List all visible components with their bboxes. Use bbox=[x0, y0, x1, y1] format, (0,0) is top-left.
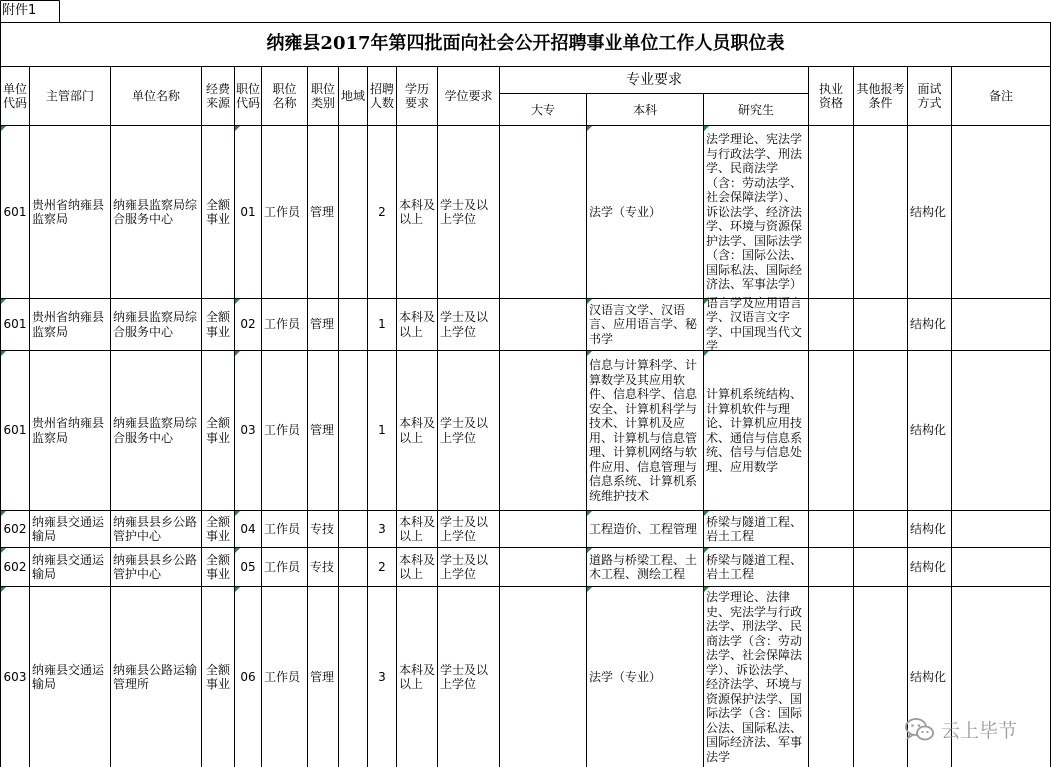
cell-benke: 法学（专业） bbox=[589, 204, 662, 219]
cell-dazhuan bbox=[500, 511, 586, 547]
header-interview: 面试方式 bbox=[917, 82, 942, 110]
cell-funding: 全额事业 bbox=[205, 197, 230, 226]
cell-unit-code: 601 bbox=[3, 317, 27, 332]
cell-license bbox=[809, 587, 853, 767]
cell-region bbox=[339, 548, 367, 586]
cell-remark bbox=[952, 351, 1050, 510]
cell-pos-name: 工作员 bbox=[264, 559, 301, 574]
cell-region bbox=[339, 351, 367, 510]
cell-unit-code: 602 bbox=[3, 559, 27, 574]
cell-remark bbox=[952, 126, 1050, 298]
header-region: 地域 bbox=[340, 89, 365, 103]
cell-edu: 本科及以上 bbox=[399, 310, 436, 339]
cell-marker bbox=[587, 351, 592, 356]
header-pos-name: 职位名称 bbox=[272, 82, 297, 110]
wechat-icon bbox=[905, 717, 935, 743]
cell-marker bbox=[704, 299, 709, 304]
cell-count: 3 bbox=[378, 521, 386, 536]
cell-other bbox=[854, 587, 907, 767]
cell-remark bbox=[952, 511, 1050, 547]
header-major: 专业要求 bbox=[626, 71, 682, 88]
cell-marker bbox=[704, 548, 709, 553]
cell-pos-name: 工作员 bbox=[264, 521, 301, 536]
cell-unit-name: 纳雍县县乡公路管护中心 bbox=[113, 552, 198, 581]
cell-other bbox=[854, 126, 907, 298]
cell-funding: 全额事业 bbox=[205, 310, 230, 339]
header-remark: 备注 bbox=[988, 89, 1013, 103]
header-funding: 经费来源 bbox=[205, 82, 230, 110]
cell-dazhuan bbox=[500, 587, 586, 767]
watermark-text: 云上毕节 bbox=[940, 720, 1017, 742]
cell-pos-type: 管理 bbox=[310, 204, 335, 219]
cell-count: 2 bbox=[378, 204, 386, 219]
cell-marker bbox=[587, 548, 592, 553]
cell-funding: 全额事业 bbox=[205, 662, 230, 691]
cell-marker bbox=[1, 351, 6, 356]
cell-yjs: 法学理论、法律史、宪法学与行政法学、刑法学、民商法学（含：劳动法学、社会保障法学）、诉讼法学、经济法学、环境与资源保护法学、国际法学（含：国际公法、国际私法、国际经济法、军事法学 bbox=[706, 590, 803, 764]
cell-interview: 结构化 bbox=[910, 669, 947, 684]
cell-unit-code: 601 bbox=[3, 204, 27, 219]
cell-dazhuan bbox=[500, 126, 586, 298]
cell-pos-name: 工作员 bbox=[264, 423, 301, 438]
cell-pos-type: 专技 bbox=[310, 559, 335, 574]
cell-dept: 纳雍县交通运输局 bbox=[32, 552, 105, 581]
cell-degree: 学士及以上学位 bbox=[440, 197, 489, 226]
header-unit-name: 单位名称 bbox=[131, 89, 180, 103]
cell-unit-code: 601 bbox=[3, 423, 27, 438]
cell-region bbox=[339, 511, 367, 547]
header-pos-type: 职位类别 bbox=[310, 82, 335, 110]
cell-license bbox=[809, 511, 853, 547]
cell-edu: 本科及以上 bbox=[399, 514, 436, 543]
cell-marker bbox=[704, 126, 709, 131]
cell-count: 1 bbox=[378, 317, 386, 332]
header-pos-code: 职位代码 bbox=[235, 82, 260, 110]
cell-marker bbox=[587, 511, 592, 516]
header-unit-code: 单位代码 bbox=[2, 82, 27, 110]
cell-pos-code: 03 bbox=[240, 423, 256, 438]
cell-degree: 学士及以上学位 bbox=[440, 416, 489, 445]
cell-yjs: 桥梁与隧道工程、岩土工程 bbox=[706, 514, 803, 543]
annex-label: 附件1 bbox=[2, 3, 37, 19]
cell-other bbox=[854, 351, 907, 510]
cell-dept: 贵州省纳雍县监察局 bbox=[32, 310, 105, 339]
cell-unit-name: 纳雍县监察局综合服务中心 bbox=[113, 310, 198, 339]
cell-pos-code: 01 bbox=[240, 204, 256, 219]
cell-dept: 贵州省纳雍县监察局 bbox=[32, 197, 105, 226]
cell-dazhuan bbox=[500, 548, 586, 586]
cell-interview: 结构化 bbox=[910, 317, 947, 332]
cell-marker bbox=[704, 511, 709, 516]
cell-marker bbox=[704, 351, 709, 356]
cell-benke: 汉语言文学、汉语言、应用语言学、秘书学 bbox=[589, 302, 698, 346]
cell-unit-name: 纳雍县监察局综合服务中心 bbox=[113, 197, 198, 226]
cell-pos-type: 管理 bbox=[310, 423, 335, 438]
header-yjs: 研究生 bbox=[737, 102, 774, 117]
cell-dept: 纳雍县交通运输局 bbox=[32, 662, 105, 691]
watermark bbox=[905, 716, 1017, 743]
cell-license bbox=[809, 548, 853, 586]
header-edu: 学历要求 bbox=[404, 82, 429, 110]
cell-remark bbox=[952, 299, 1050, 350]
cell-marker bbox=[587, 587, 592, 592]
cell-unit-name: 纳雍县县乡公路管护中心 bbox=[113, 514, 198, 543]
cell-interview: 结构化 bbox=[910, 204, 947, 219]
cell-marker bbox=[1, 299, 6, 304]
cell-pos-code: 05 bbox=[240, 559, 256, 574]
header-count: 招聘人数 bbox=[369, 82, 394, 110]
cell-dept: 贵州省纳雍县监察局 bbox=[32, 416, 105, 445]
cell-marker bbox=[235, 351, 240, 356]
cell-marker bbox=[1, 548, 6, 553]
cell-edu: 本科及以上 bbox=[399, 662, 436, 691]
cell-benke: 工程造价、工程管理 bbox=[589, 521, 698, 536]
cell-unit-name: 纳雍县监察局综合服务中心 bbox=[113, 416, 198, 445]
cell-yjs: 计算机系统结构、计算机软件与理论、计算机应用技术、通信与信息系统、信号与信息处理、应用数学 bbox=[706, 387, 803, 474]
cell-count: 1 bbox=[378, 423, 386, 438]
header-benke: 本科 bbox=[632, 102, 657, 117]
cell-degree: 学士及以上学位 bbox=[440, 662, 489, 691]
cell-yjs: 法学理论、宪法学与行政法学、刑法学、民商法学（含：劳动法学、社会保障法学）、诉讼法学、经济法学、环境与资源保护法学、国际法学（含：国际公法、国际私法、国际经济法、军事法学） bbox=[706, 132, 803, 292]
cell-degree: 学士及以上学位 bbox=[440, 552, 489, 581]
cell-dazhuan bbox=[500, 351, 586, 510]
cell-degree: 学士及以上学位 bbox=[440, 514, 489, 543]
cell-count: 3 bbox=[378, 669, 386, 684]
cell-dept: 纳雍县交通运输局 bbox=[32, 514, 105, 543]
cell-funding: 全额事业 bbox=[205, 514, 230, 543]
cell-marker bbox=[235, 511, 240, 516]
cell-dazhuan bbox=[500, 299, 586, 350]
cell-degree: 学士及以上学位 bbox=[440, 310, 489, 339]
cell-marker bbox=[1, 587, 6, 592]
cell-remark bbox=[952, 548, 1050, 586]
header-other: 其他报考条件 bbox=[856, 82, 905, 110]
cell-region bbox=[339, 299, 367, 350]
cell-pos-name: 工作员 bbox=[264, 669, 301, 684]
cell-count: 2 bbox=[378, 559, 386, 574]
cell-marker bbox=[1, 511, 6, 516]
header-dept: 主管部门 bbox=[45, 89, 94, 103]
cell-benke: 信息与计算科学、计算数学及其应用软件、信息科学、信息安全、计算机科学与技术、计算机及应用、计算机与信息管理、计算机网络与软件应用、信息管理与信息系统、计算机系统维护技术 bbox=[589, 358, 698, 503]
cell-unit-code: 602 bbox=[3, 521, 27, 536]
cell-marker bbox=[235, 548, 240, 553]
cell-marker bbox=[1, 126, 6, 131]
cell-pos-code: 06 bbox=[240, 669, 256, 684]
cell-license bbox=[809, 351, 853, 510]
cell-region bbox=[339, 587, 367, 767]
cell-pos-name: 工作员 bbox=[264, 317, 301, 332]
cell-benke: 道路与桥梁工程、土木工程、测绘工程 bbox=[589, 552, 698, 581]
cell-other bbox=[854, 548, 907, 586]
cell-yjs: 语言学及应用语言学、汉语言文字学、中国现当代文学 bbox=[706, 295, 803, 353]
cell-unit-name: 纳雍县公路运输管理所 bbox=[113, 662, 198, 691]
cell-pos-code: 04 bbox=[240, 521, 256, 536]
page-title: 纳雍县2017年第四批面向社会公开招聘事业单位工作人员职位表 bbox=[266, 33, 785, 55]
cell-interview: 结构化 bbox=[910, 559, 947, 574]
cell-pos-type: 管理 bbox=[310, 317, 335, 332]
cell-pos-code: 02 bbox=[240, 317, 256, 332]
cell-funding: 全额事业 bbox=[205, 552, 230, 581]
cell-pos-type: 管理 bbox=[310, 669, 335, 684]
cell-edu: 本科及以上 bbox=[399, 552, 436, 581]
cell-edu: 本科及以上 bbox=[399, 416, 436, 445]
cell-license bbox=[809, 126, 853, 298]
cell-interview: 结构化 bbox=[910, 423, 947, 438]
cell-interview: 结构化 bbox=[910, 521, 947, 536]
cell-pos-name: 工作员 bbox=[264, 204, 301, 219]
header-license: 执业资格 bbox=[818, 82, 843, 110]
cell-marker bbox=[587, 299, 592, 304]
cell-funding: 全额事业 bbox=[205, 416, 230, 445]
cell-benke: 法学（专业） bbox=[589, 669, 662, 684]
cell-other bbox=[854, 299, 907, 350]
cell-other bbox=[854, 511, 907, 547]
cell-marker bbox=[235, 299, 240, 304]
cell-edu: 本科及以上 bbox=[399, 197, 436, 226]
cell-marker bbox=[235, 126, 240, 131]
cell-yjs: 桥梁与隧道工程、岩土工程 bbox=[706, 552, 803, 581]
cell-unit-code: 603 bbox=[3, 669, 27, 684]
cell-marker bbox=[235, 587, 240, 592]
header-degree: 学位要求 bbox=[444, 89, 493, 103]
cell-license bbox=[809, 299, 853, 350]
header-dazhuan: 大专 bbox=[530, 102, 555, 117]
cell-pos-type: 专技 bbox=[310, 521, 335, 536]
cell-marker bbox=[704, 587, 709, 592]
cell-region bbox=[339, 126, 367, 298]
cell-marker bbox=[587, 126, 592, 131]
